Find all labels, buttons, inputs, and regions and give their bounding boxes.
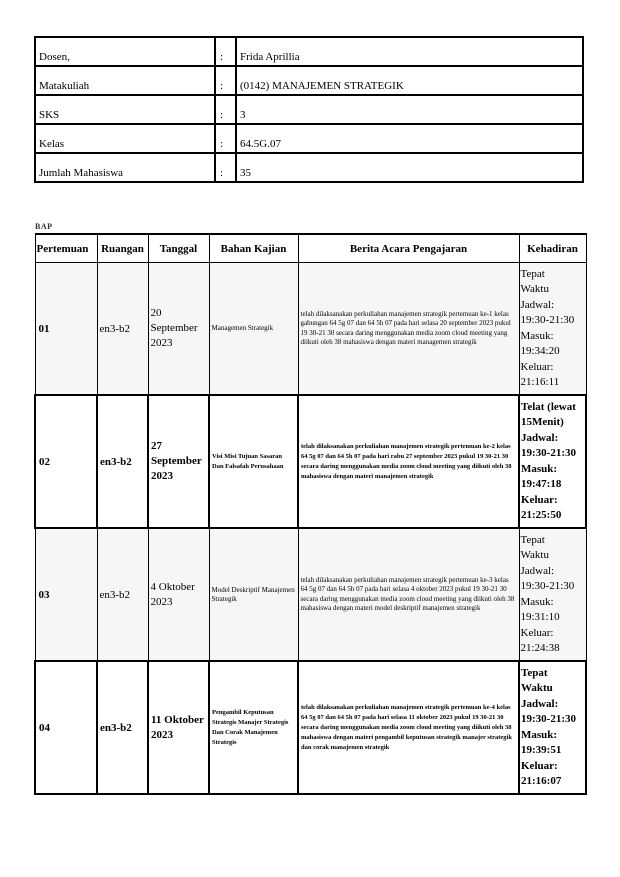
info-label: Jumlah Mahasiswa	[35, 153, 215, 182]
info-colon: :	[215, 124, 236, 153]
attendance-line: 15Menit)	[521, 416, 564, 428]
teaching-report: telah dilaksanakan perkuliahan manajemen strategik pertemuan ke-4 kelas 64 5g 07 dan 64 5h 07 pada hari selasa 11 oktober 2023 pukul 19 30-21 30 secara daring menggunakan media zoom cloud meeting yang diikuti oleh 38 mahasiswa dengan materi pengambil keputusan strategik manajer strategik dan corak manajemen strategik	[298, 661, 519, 794]
table-row	[35, 395, 586, 528]
attendance-line: Jadwal:	[521, 697, 559, 710]
attendance-line: Masuk:	[521, 728, 558, 741]
attendance-line: Jadwal:	[521, 431, 559, 444]
header-berita-acara: Berita Acara Pengajaran	[298, 234, 519, 263]
table-row	[35, 661, 586, 794]
attendance-line: Waktu	[520, 549, 549, 561]
attendance-line: Keluar:	[521, 493, 558, 506]
meeting-number: 02	[35, 395, 97, 528]
attendance-line: Telat (lewat	[521, 400, 576, 413]
attendance	[519, 263, 586, 396]
attendance-line: 19:30-21:30	[521, 713, 576, 725]
table-row	[35, 263, 586, 396]
header-kehadiran: Kehadiran	[519, 234, 586, 263]
info-label: Kelas	[35, 124, 215, 153]
bap-section-label: BAP	[35, 222, 53, 231]
meeting-number: 04	[35, 661, 97, 794]
table-row	[35, 528, 586, 661]
info-value: Frida Aprillia	[236, 37, 583, 66]
header-bahan-kajian: Bahan Kajian	[209, 234, 298, 263]
info-row-kelas	[35, 124, 583, 153]
info-value: 35	[236, 153, 583, 182]
date: 11 Oktober 2023	[148, 661, 209, 794]
attendance-line: Jadwal:	[520, 564, 555, 577]
attendance-line: 21:25:50	[521, 509, 562, 521]
header-pertemuan: Pertemuan	[35, 234, 97, 263]
info-label: Dosen,	[35, 37, 215, 66]
course-info-table	[34, 36, 584, 183]
teaching-report: telah dilaksanakan perkuliahan manajemen strategik pertemuan ke-2 kelas 64 5g 07 dan 64 5h 07 pada hari rabu 27 september 2023 pukul 19 30-21 30 secara daring menggunakan media zoom cloud meeting yang diikuti oleh 38 mahasiswa dengan materi manajemen strategik	[298, 395, 519, 528]
attendance-line: 19:30-21:30	[520, 580, 575, 592]
attendance-line: Keluar:	[520, 626, 554, 639]
date: 20 September 2023	[148, 263, 209, 396]
attendance-line: Masuk:	[521, 462, 558, 475]
attendance-line: Waktu	[520, 283, 549, 295]
bap-table	[34, 233, 587, 795]
info-row-sks	[35, 95, 583, 124]
attendance-line: 19:34:20	[520, 345, 560, 357]
table-continuation	[34, 793, 587, 795]
topic: Visi Misi Tujuan Sasaran Dan Falsafah Perusahaan	[209, 395, 298, 528]
meeting-number: 01	[35, 263, 97, 396]
info-value: 3	[236, 95, 583, 124]
attendance-line: Masuk:	[520, 329, 554, 342]
info-row-jumlah-mahasiswa	[35, 153, 583, 182]
room: en3-b2	[97, 263, 148, 396]
attendance-line: 19:31:10	[520, 611, 560, 623]
info-colon: :	[215, 153, 236, 182]
attendance-line: 21:16:11	[520, 376, 560, 388]
topic: Pengambil Keputusan Strategis Manajer Strategis Dan Corak Manajemen Strategis	[209, 661, 298, 794]
meeting-number: 03	[35, 528, 97, 661]
info-colon: :	[215, 95, 236, 124]
info-value: 64.5G.07	[236, 124, 583, 153]
attendance-line: Tepat	[520, 267, 545, 280]
attendance-line: Keluar:	[520, 360, 554, 373]
attendance-line: Waktu	[521, 682, 553, 694]
attendance-line: 19:47:18	[521, 478, 562, 490]
room: en3-b2	[97, 661, 148, 794]
attendance-line: Masuk:	[520, 595, 554, 608]
info-row-dosen	[35, 37, 583, 66]
attendance	[519, 528, 586, 661]
attendance	[519, 661, 586, 794]
topic: Managemen Strategik	[209, 263, 298, 396]
header-tanggal: Tanggal	[148, 234, 209, 263]
attendance-line: Keluar:	[521, 759, 558, 772]
date: 27 September 2023	[148, 395, 209, 528]
attendance-line: 19:30-21:30	[520, 314, 575, 326]
attendance-line: 21:24:38	[520, 642, 560, 654]
header-ruangan: Ruangan	[97, 234, 148, 263]
teaching-report: telah dilaksanakan perkuliahan manajemen strategik pertemuan ke-3 kelas 64 5g 07 dan 64 5h 07 pada hari selasa 4 oktober 2023 pukul 19 30-21 30 secara daring menggunakan media zoom cloud meeting yang diikuti oleh 38 mahasiswa dengan materi model deskriptif manajemen strategik	[298, 528, 519, 661]
bap-header-row	[35, 234, 586, 263]
attendance	[519, 395, 586, 528]
info-label: Matakuliah	[35, 66, 215, 95]
attendance-line: 19:39:51	[521, 744, 562, 756]
attendance-line: Tepat	[521, 666, 548, 679]
attendance-line: Jadwal:	[520, 298, 555, 311]
room: en3-b2	[97, 395, 148, 528]
attendance-line: Tepat	[520, 533, 545, 546]
topic: Model Deskriptif Manajemen Strategik	[209, 528, 298, 661]
attendance-line: 19:30-21:30	[521, 447, 576, 459]
info-colon: :	[215, 37, 236, 66]
info-row-matakuliah	[35, 66, 583, 95]
date: 4 Oktober 2023	[148, 528, 209, 661]
attendance-line: 21:16:07	[521, 775, 562, 787]
room: en3-b2	[97, 528, 148, 661]
info-colon: :	[215, 66, 236, 95]
teaching-report: telah dilaksanakan perkuliahan manajemen strategik pertemuan ke-1 kelas gabungan 64 5g 07 dan 64 5h 07 pada hari selasa 20 september 2023 pukul 19 30-21 30 secara daring menggunakan media zoom cloud meeting yang diikuti oleh 38 mahasiswa dengan materi managemen strategik	[298, 263, 519, 396]
info-value: (0142) MANAJEMEN STRATEGIK	[236, 66, 583, 95]
info-label: SKS	[35, 95, 215, 124]
